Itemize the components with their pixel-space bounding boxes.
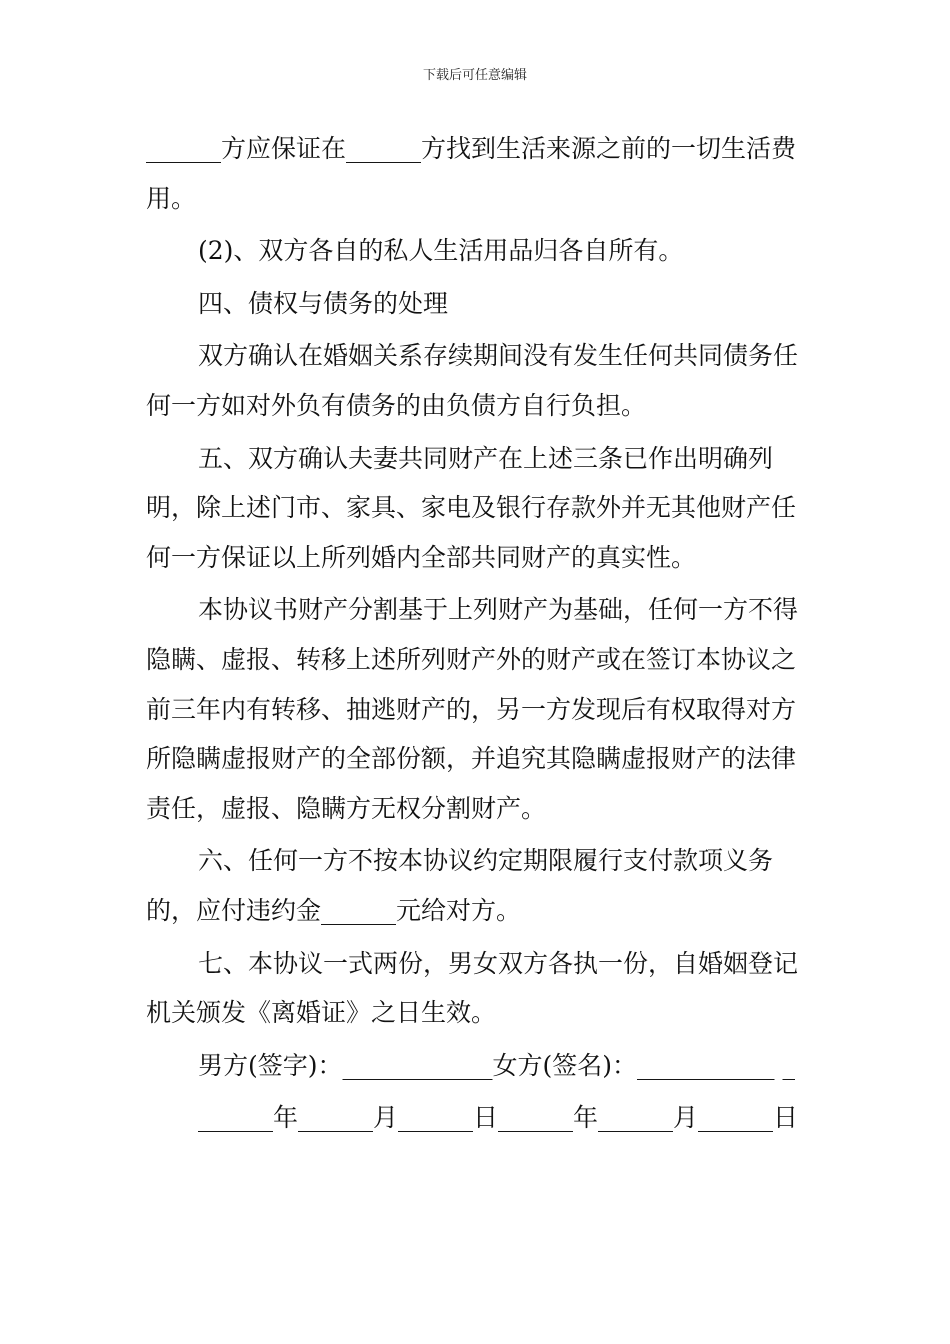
date-line: ______年______月______日______年______月______日 <box>198 1103 799 1133</box>
paragraph-penalty: 六、任何一方不按本协议约定期限履行支付款项义务的，应付违约金______元给对方。 <box>146 846 774 925</box>
paragraph-living-expenses: ______方应保证在______方找到生活来源之前的一切生活费用。 <box>146 134 797 213</box>
document-body <box>146 124 806 1143</box>
paragraph-personal-items: (2)、双方各自的私人生活用品归各自所有。 <box>198 236 684 266</box>
paragraph-property-division: 本协议书财产分割基于上列财产为基础，任何一方不得隐瞒、虚报、转移上述所列财产外的财产或在签订本协议之前三年内有转移、抽逃财产的，另一方发现后有权取得对方所隐瞒虚报财产的全部份额，并追究其隐瞒虚报财产的法律责任，虚报、隐瞒方无权分割财产。 <box>146 595 799 823</box>
paragraph-property-confirmation: 五、双方确认夫妻共同财产在上述三条已作出明确列明，除上述门市、家具、家电及银行存款外并无其他财产任何一方保证以上所列婚内全部共同财产的真实性。 <box>146 443 797 572</box>
paragraph-effective: 七、本协议一式两份，男女双方各执一份，自婚姻登记机关颁发《离婚证》之日生效。 <box>146 948 799 1028</box>
page-header: 下载后可任意编辑 <box>422 68 527 83</box>
signature-line: 男方(签字)：____________女方(签名)：___________ _ <box>198 1050 795 1080</box>
paragraph-debts: 双方确认在婚姻关系存续期间没有发生任何共同债务任何一方如对外负有债务的由负债方自行负担。 <box>146 341 799 420</box>
section-heading-debts: 四、债权与债务的处理 <box>198 288 449 318</box>
